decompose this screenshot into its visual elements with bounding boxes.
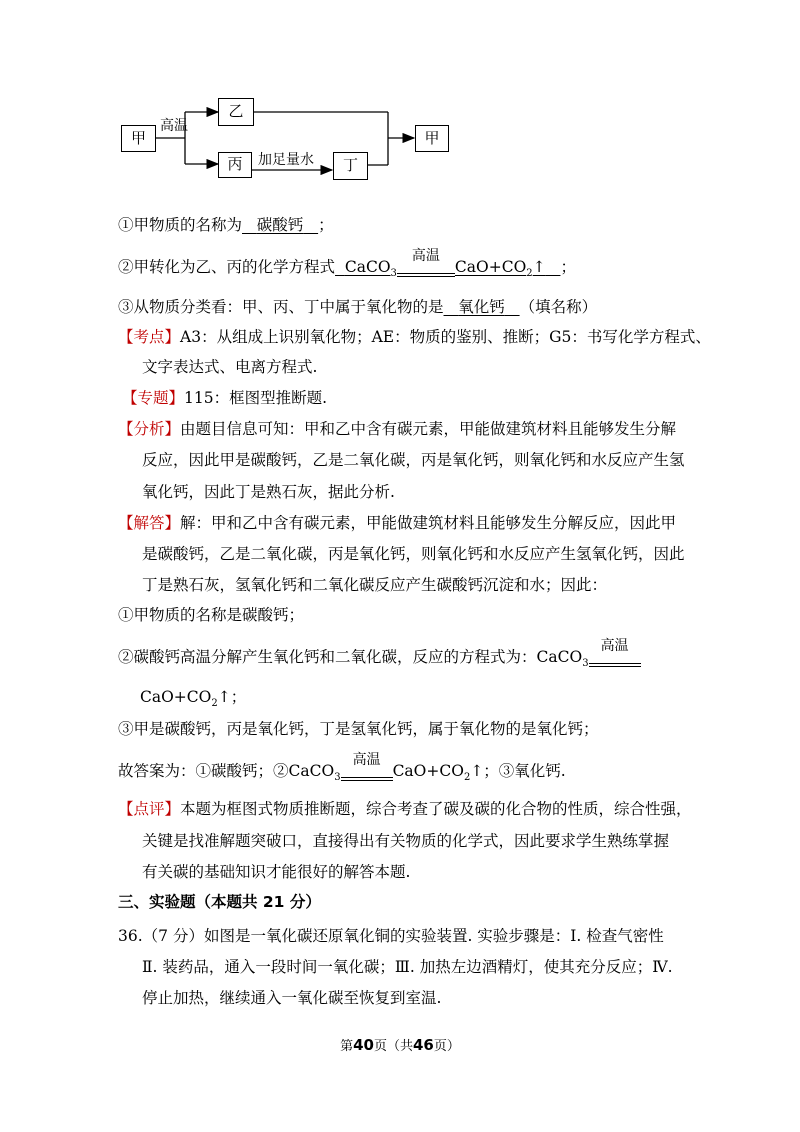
eq-right: CaO+CO xyxy=(454,258,527,276)
dianping-line-2: 关键是找准解题突破口，直接得出有关物质的化学式，因此要求学生熟练掌握 xyxy=(142,832,670,850)
answer-3-suffix: （填名称） xyxy=(519,298,598,316)
answer-2-suffix: ； xyxy=(560,258,576,276)
node-jia-end: 甲 xyxy=(415,125,449,152)
cond-gaowen-label: 高温 xyxy=(160,118,188,134)
jieda-line-3: 丁是熟石灰，氢氧化钙和二氧化碳反应产生碳酸钙沉淀和水；因此： xyxy=(142,576,608,594)
fenxi-line-1 xyxy=(118,418,676,440)
answer-2-prefix: ②甲转化为乙、丙的化学方程式 xyxy=(118,258,336,276)
jieda-line-1 xyxy=(118,512,676,534)
jieda-point-2-text: ②碳酸钙高温分解产生氧化钙和二氧化碳，反应的方程式为： xyxy=(118,648,537,666)
jieda-point-2-cont xyxy=(140,686,246,715)
jieda-line-2: 是碳酸钙，乙是二氧化碳，丙是氧化钙，则氧化钙和水反应产生氢氧化钙，因此 xyxy=(142,545,685,563)
eq-left-sub: 3 xyxy=(390,268,397,280)
zhuanti-text: 115：框图型推断题. xyxy=(184,389,328,407)
cond-water-label: 加足量水 xyxy=(258,152,314,168)
footer-total-pages: 46 xyxy=(413,1036,434,1054)
final-answer-prefix: 故答案为：①碳酸钙；② xyxy=(118,762,289,780)
final-eq-right: CaO+CO xyxy=(392,762,464,780)
dianping-line-3: 有关碳的基础知识才能很好的解答本题. xyxy=(142,863,411,881)
eq-condition xyxy=(397,248,455,285)
final-answer-suffix: ↑；③氧化钙. xyxy=(470,762,566,780)
answer-3-prefix: ③从物质分类看：甲、丙、丁中属于氧化物的是 xyxy=(118,298,444,316)
gas-arrow: ↑ xyxy=(532,258,546,276)
fenxi-text-1: 由题目信息可知：甲和乙中含有碳元素，甲能做建筑材料且能够发生分解 xyxy=(180,420,677,438)
jieda-eq-cond-label: 高温 xyxy=(600,638,629,655)
final-eq-left-sub: 3 xyxy=(334,772,341,784)
jieda-eq-end: ↑； xyxy=(217,688,247,706)
kaodian-tag: 【考点】 xyxy=(118,328,181,346)
eq-cond-label: 高温 xyxy=(411,248,440,265)
answer-1-blank xyxy=(242,216,318,234)
dianping-text-1: 本题为框图式物质推断题，综合考查了碳及碳的化合物的性质，综合性强， xyxy=(180,800,692,818)
answer-2 xyxy=(118,248,576,285)
eq-left: CaCO xyxy=(344,258,391,276)
kaodian-text-1: A3：从组成上识别氧化物；AE：物质的鉴别、推断；G5：书写化学方程式、 xyxy=(180,328,711,346)
node-ding: 丁 xyxy=(333,152,368,180)
flow-arrows xyxy=(0,0,800,200)
answer-1-suffix: ； xyxy=(318,216,334,234)
jieda-tag: 【解答】 xyxy=(118,514,181,532)
kaodian-line-2: 文字表达式、电离方程式. xyxy=(142,358,318,376)
fenxi-line-2: 反应，因此甲是碳酸钙，乙是二氧化碳，丙是氧化钙，则氧化钙和水反应产生氢 xyxy=(142,451,685,469)
jieda-point-1: ①甲物质的名称是碳酸钙； xyxy=(118,606,305,624)
q36-line-2: Ⅱ. 装药品，通入一段时间一氧化碳；Ⅲ. 加热左边酒精灯，使其充分反应；Ⅳ. xyxy=(142,958,673,976)
final-eq-left: CaCO xyxy=(288,762,335,780)
zhuanti-tag: 【专题】 xyxy=(122,389,185,407)
answer-1-prefix: ①甲物质的名称为 xyxy=(118,216,243,234)
q36-line-1: 36.（7 分）如图是一氧化碳还原氧化铜的实验装置. 实验步骤是：Ⅰ. 检查气密性 xyxy=(118,927,664,945)
final-answer xyxy=(118,752,566,789)
footer-mid: 页（共 xyxy=(373,1039,413,1054)
eq-double-bar xyxy=(397,273,455,277)
dianping-line-1 xyxy=(118,798,692,820)
answer-3 xyxy=(118,296,597,318)
answer-2-equation xyxy=(335,248,560,280)
answer-1-value: 碳酸钙 xyxy=(256,216,304,234)
final-eq-double-bar xyxy=(341,777,393,781)
fenxi-line-3: 氧化钙，因此丁是熟石灰，据此分析. xyxy=(142,483,395,501)
jieda-point-3: ③甲是碳酸钙，丙是氧化钙，丁是氢氧化钙，属于氧化物的是氧化钙； xyxy=(118,720,599,738)
jieda-eq-double-bar xyxy=(589,663,641,667)
footer-pre: 第 xyxy=(340,1039,354,1054)
kaodian-line-1 xyxy=(118,326,711,348)
jieda-point-2 xyxy=(118,638,641,675)
fenxi-tag: 【分析】 xyxy=(118,420,181,438)
answer-3-value: 氧化钙 xyxy=(458,298,505,316)
q36-line-3: 停止加热，继续通入一氧化碳至恢复到室温. xyxy=(142,989,442,1007)
node-jia: 甲 xyxy=(121,125,156,152)
jieda-text-1: 解：甲和乙中含有碳元素，甲能做建筑材料且能够发生分解反应，因此甲 xyxy=(180,514,677,532)
answer-1 xyxy=(118,214,334,236)
footer-page-number: 40 xyxy=(353,1036,374,1054)
zhuanti-line xyxy=(122,387,327,409)
node-bing: 丙 xyxy=(218,152,252,178)
final-eq-right-sub: 2 xyxy=(463,772,471,784)
jieda-eq-condition xyxy=(589,638,641,675)
node-yi: 乙 xyxy=(218,98,254,126)
page-footer xyxy=(0,1035,800,1054)
answer-3-blank xyxy=(444,298,520,316)
jieda-eq-left: CaCO xyxy=(536,648,583,666)
jieda-eq-left-sub: 3 xyxy=(582,658,589,670)
eq-right-sub: 2 xyxy=(526,268,533,280)
jieda-eq-right-sub: 2 xyxy=(211,698,218,710)
final-eq-condition xyxy=(341,752,393,789)
footer-post: 页） xyxy=(433,1039,460,1054)
jieda-eq-right: CaO+CO xyxy=(140,688,212,706)
section-title: 三、实验题（本题共 21 分） xyxy=(118,893,321,911)
final-eq-cond-label: 高温 xyxy=(352,752,381,769)
dianping-tag: 【点评】 xyxy=(118,800,181,818)
